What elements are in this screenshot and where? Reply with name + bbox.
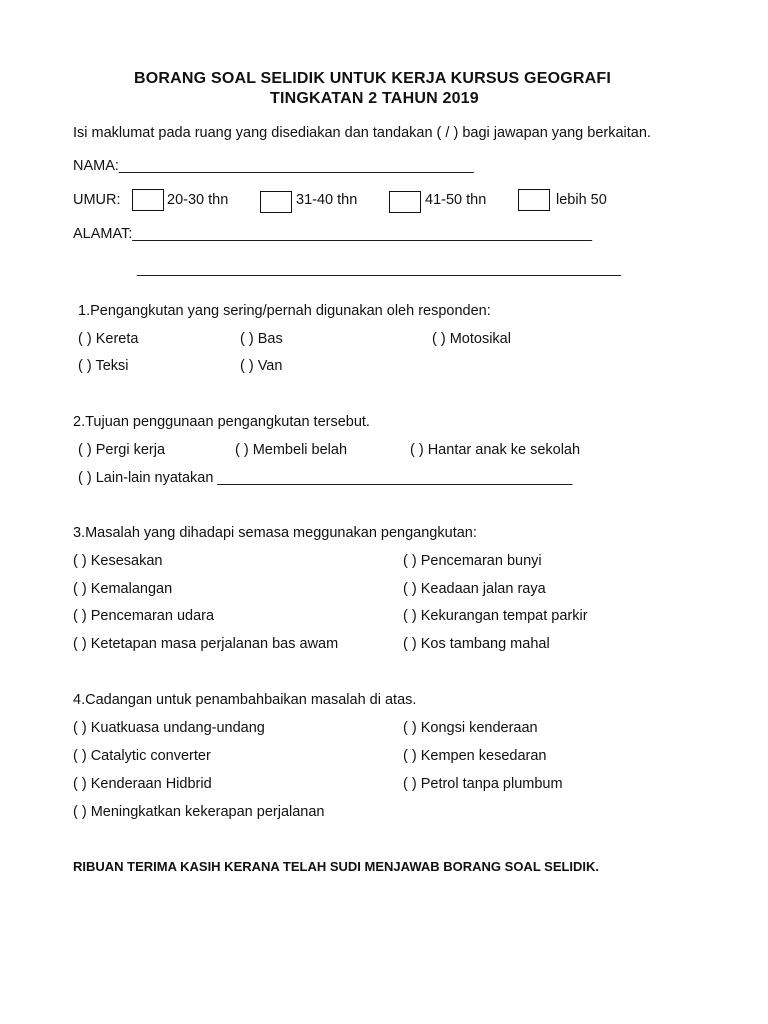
q2-option-lain-lain[interactable]: ( ) Lain-lain nyatakan ____________________________________________ — [78, 470, 573, 486]
umur-checkbox-41-50[interactable] — [389, 191, 421, 213]
q1-option-kereta[interactable]: ( ) Kereta — [78, 331, 139, 347]
question-3: 3.Masalah yang dihadapi semasa meggunakan pengangkutan: — [73, 525, 477, 541]
question-4: 4.Cadangan untuk penambahbaikan masalah di atas. — [73, 692, 417, 708]
umur-option-label: 41-50 thn — [425, 192, 487, 208]
q3-option-pencemaran-udara[interactable]: ( ) Pencemaran udara — [73, 608, 215, 624]
q2-option-hantar-anak[interactable]: ( ) Hantar anak ke sekolah — [410, 442, 581, 458]
q3-option-kemalangan[interactable]: ( ) Kemalangan — [73, 581, 173, 597]
q4-option-kongsi-kenderaan[interactable]: ( ) Kongsi kenderaan — [403, 720, 538, 736]
q2-option-pergi-kerja[interactable]: ( ) Pergi kerja — [78, 442, 166, 458]
nama-field[interactable]: NAMA:____________________________________________ — [73, 158, 474, 174]
q4-option-hidbrid[interactable]: ( ) Kenderaan Hidbrid — [73, 776, 212, 792]
q4-option-kekerapan[interactable]: ( ) Meningkatkan kekerapan perjalanan — [73, 804, 325, 820]
q1-option-motosikal[interactable]: ( ) Motosikal — [432, 331, 511, 347]
alamat-field-line1[interactable]: ALAMAT:_________________________________________________________ — [73, 226, 593, 242]
form-title-line2: TINGKATAN 2 TAHUN 2019 — [270, 90, 479, 107]
q4-option-petrol[interactable]: ( ) Petrol tanpa plumbum — [403, 776, 563, 792]
umur-option-label: 20-30 thn — [167, 192, 229, 208]
q3-option-kos-tambang[interactable]: ( ) Kos tambang mahal — [403, 636, 550, 652]
q1-option-teksi[interactable]: ( ) Teksi — [78, 358, 129, 374]
umur-label: UMUR: — [73, 192, 121, 208]
q1-option-van[interactable]: ( ) Van — [240, 358, 283, 374]
question-2: 2.Tujuan penggunaan pengangkutan tersebut. — [73, 414, 370, 430]
q4-option-kempen[interactable]: ( ) Kempen kesedaran — [403, 748, 547, 764]
q3-option-keadaan-jalan-raya[interactable]: ( ) Keadaan jalan raya — [403, 581, 546, 597]
alamat-field-line2[interactable]: ____________________________________________________________ — [137, 261, 621, 277]
form-title-line1: BORANG SOAL SELIDIK UNTUK KERJA KURSUS GEOGRAFI — [134, 70, 611, 87]
q3-option-ketetapan-masa[interactable]: ( ) Ketetapan masa perjalanan bas awam — [73, 636, 339, 652]
umur-option-label: 31-40 thn — [296, 192, 358, 208]
q3-option-kesesakan[interactable]: ( ) Kesesakan — [73, 553, 163, 569]
umur-checkbox-20-30[interactable] — [132, 189, 164, 211]
umur-option-label: lebih 50 — [556, 192, 607, 208]
umur-checkbox-31-40[interactable] — [260, 191, 292, 213]
q1-option-bas[interactable]: ( ) Bas — [240, 331, 283, 347]
q3-option-kekurangan-parkir[interactable]: ( ) Kekurangan tempat parkir — [403, 608, 588, 624]
q2-option-membeli-belah[interactable]: ( ) Membeli belah — [235, 442, 348, 458]
instruction-text: Isi maklumat pada ruang yang disediakan dan tandakan ( / ) bagi jawapan yang berkaitan. — [73, 125, 651, 141]
question-1: 1.Pengangkutan yang sering/pernah digunakan oleh responden: — [78, 303, 491, 319]
umur-checkbox-lebih-50[interactable] — [518, 189, 550, 211]
q4-option-kuatkuasa[interactable]: ( ) Kuatkuasa undang-undang — [73, 720, 265, 736]
q4-option-catalytic[interactable]: ( ) Catalytic converter — [73, 748, 211, 764]
q3-option-pencemaran-bunyi[interactable]: ( ) Pencemaran bunyi — [403, 553, 542, 569]
thank-you-note: RIBUAN TERIMA KASIH KERANA TELAH SUDI MENJAWAB BORANG SOAL SELIDIK. — [73, 859, 600, 874]
